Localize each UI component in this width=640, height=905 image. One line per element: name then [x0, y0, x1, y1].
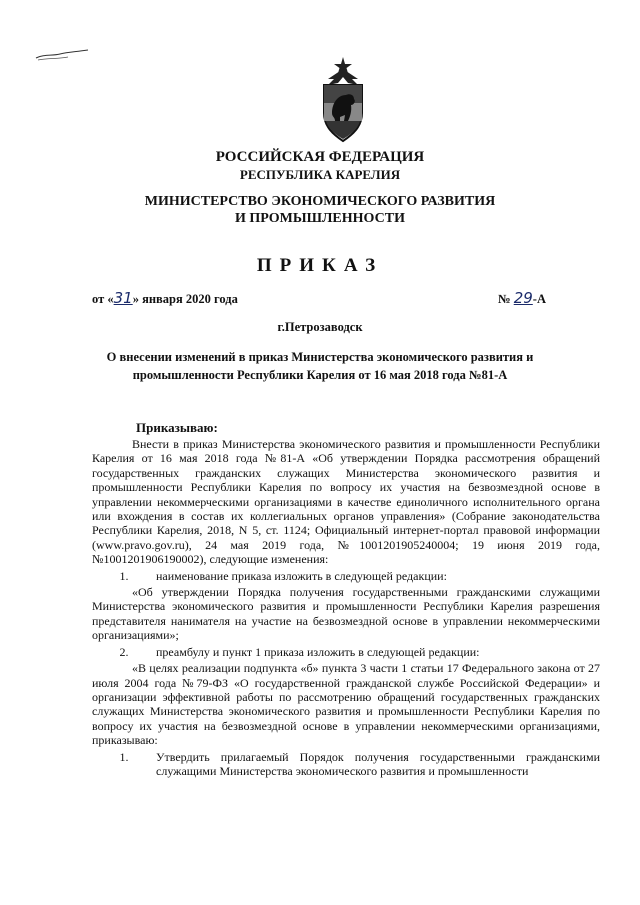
item-number: 1.: [119, 568, 129, 583]
date-day-handwritten: 31: [113, 289, 133, 307]
city: г.Петрозаводск: [277, 320, 363, 334]
handwritten-mark: [34, 48, 90, 62]
karelia-coat-of-arms-icon: [318, 55, 368, 145]
number-suffix: -А: [532, 292, 546, 306]
paragraph-preamble: «В целях реализации подпункта «б» пункта 3 части 1 статьи 17 Федерального закона от 27 июля 2004 года №79-ФЗ «О государственной гражданской службе Российской Федерации» и организации эффективной работы по рассмотрению обращений государственных гражданских служащих Министерства экономического развития и промышленности Республики Карелия по вопросу их участия на безвозмездной основе в управлении некоммерческими организациями, приказываю:: [92, 661, 600, 748]
date-prefix: от «: [92, 292, 114, 306]
order-subject: О внесении изменений в приказ Министерства экономического развития и промышленности Республики Карелия от 16 мая 2018 года №81-А: [106, 350, 534, 382]
order-body: [92, 437, 600, 778]
paragraph-title-text: «Об утверждении Порядка получения государственными гражданскими служащими Министерства экономического развития и промышленности Республики Карелия разрешения представителя нанимателя на участие на безвозмездной основе в управлении некоммерческими организациями»;: [92, 585, 600, 643]
number-handwritten: 29: [513, 289, 533, 307]
item-text: наименование приказа изложить в следующей редакции:: [156, 568, 447, 583]
document-type: ПРИКАЗ: [256, 255, 384, 276]
ministry-title-line1: МИНИСТЕРСТВО ЭКОНОМИЧЕСКОГО РАЗВИТИЯ: [144, 194, 496, 209]
list-item: [92, 569, 600, 583]
ministry-title-line2: И ПРОМЫШЛЕННОСТИ: [235, 211, 405, 226]
document-number: [498, 289, 546, 307]
document-date: [92, 289, 238, 307]
list-item: [92, 645, 600, 659]
date-suffix: » января 2020 года: [132, 292, 238, 306]
item-number: 1.: [119, 749, 129, 764]
list-item: [92, 750, 600, 779]
item-text: преамбулу и пункт 1 приказа изложить в следующей редакции:: [156, 644, 480, 659]
paragraph-intro: Внести в приказ Министерства экономического развития и промышленности Республики Карелия от 16 мая 2018 года №81-А «Об утверждении Порядка рассмотрения обращений государственных гражданских служащих Министерства экономического развития и промышленности Республики Карелия по вопросу их участия на безвозмездной основе в управлении некоммерческими организациями в качестве единоличного исполнительного органа или вхождения в состав их коллегиальных органов управления» (Собрание законодательства Республики Карелия, 2018, N 5, ст. 1124; Официальный интернет-портал правовой информации (www.pravo.gov.ru), 24 мая 2019 года, №1001201905240004; 19 июня 2019 года, №1001201906190002), следующие изменения:: [92, 437, 600, 567]
item-number: 2.: [119, 644, 129, 659]
region-title: РЕСПУБЛИКА КАРЕЛИЯ: [239, 167, 401, 182]
number-prefix: №: [498, 292, 511, 306]
country-title: РОССИЙСКАЯ ФЕДЕРАЦИЯ: [215, 149, 425, 165]
order-directive: Приказываю:: [136, 420, 218, 435]
item-text: Утвердить прилагаемый Порядок получения государственными гражданскими служащими Министерства экономического развития и промышленности: [156, 749, 600, 778]
